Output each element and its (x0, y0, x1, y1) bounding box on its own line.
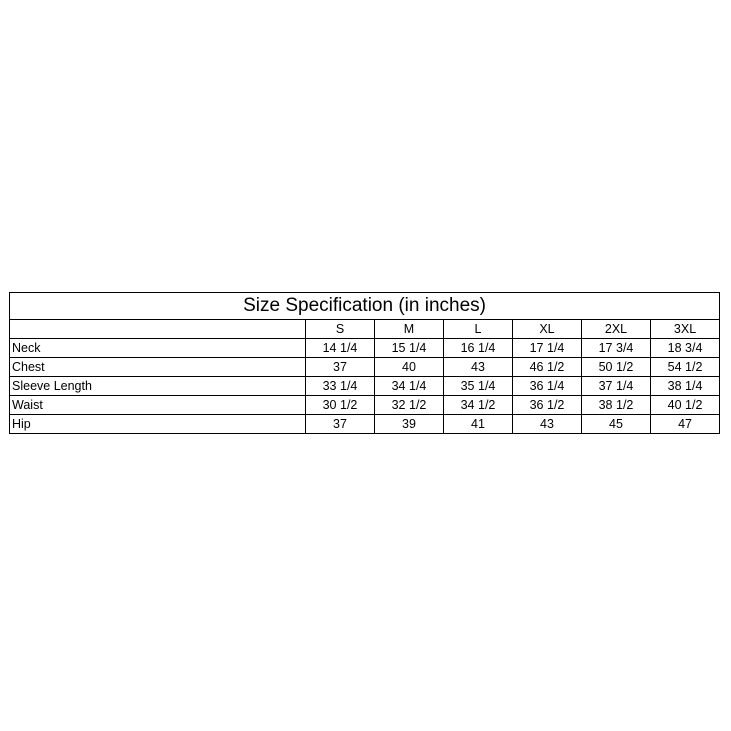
table-cell: 35 1/4 (444, 377, 513, 396)
table-cell: 54 1/2 (651, 358, 720, 377)
table-cell: 33 1/4 (306, 377, 375, 396)
table-cell: 34 1/2 (444, 396, 513, 415)
table-cell: 45 (582, 415, 651, 434)
table-cell: 50 1/2 (582, 358, 651, 377)
table-cell: 37 (306, 358, 375, 377)
table-title: Size Specification (in inches) (10, 293, 720, 320)
size-header-l: L (444, 320, 513, 339)
size-header-2xl: 2XL (582, 320, 651, 339)
size-header-m: M (375, 320, 444, 339)
table-cell: 38 1/4 (651, 377, 720, 396)
size-header-xl: XL (513, 320, 582, 339)
table-cell: 37 (306, 415, 375, 434)
table-cell: 40 1/2 (651, 396, 720, 415)
row-label-sleeve-length: Sleeve Length (10, 377, 306, 396)
table-cell: 47 (651, 415, 720, 434)
table-cell: 40 (375, 358, 444, 377)
table-row-waist (10, 396, 720, 415)
table-cell: 39 (375, 415, 444, 434)
table-cell: 30 1/2 (306, 396, 375, 415)
row-label-neck: Neck (10, 339, 306, 358)
row-label-waist: Waist (10, 396, 306, 415)
table-cell: 17 3/4 (582, 339, 651, 358)
table-cell: 32 1/2 (375, 396, 444, 415)
size-header-row (10, 320, 720, 339)
table-cell: 37 1/4 (582, 377, 651, 396)
size-header-3xl: 3XL (651, 320, 720, 339)
title-row (10, 293, 720, 320)
table-cell: 36 1/4 (513, 377, 582, 396)
table-cell: 18 3/4 (651, 339, 720, 358)
table-cell: 15 1/4 (375, 339, 444, 358)
table-cell: 43 (444, 358, 513, 377)
table-cell: 46 1/2 (513, 358, 582, 377)
table-row-chest (10, 358, 720, 377)
table-cell: 41 (444, 415, 513, 434)
row-label-hip: Hip (10, 415, 306, 434)
table-cell: 17 1/4 (513, 339, 582, 358)
size-specification-table (9, 292, 720, 434)
table-cell: 34 1/4 (375, 377, 444, 396)
table-cell: 38 1/2 (582, 396, 651, 415)
size-header-s: S (306, 320, 375, 339)
table-cell: 36 1/2 (513, 396, 582, 415)
table-cell: 14 1/4 (306, 339, 375, 358)
header-corner-cell (10, 320, 306, 339)
row-label-chest: Chest (10, 358, 306, 377)
table-row-hip (10, 415, 720, 434)
table-cell: 43 (513, 415, 582, 434)
table-row-sleeve-length (10, 377, 720, 396)
table-row-neck (10, 339, 720, 358)
table-cell: 16 1/4 (444, 339, 513, 358)
